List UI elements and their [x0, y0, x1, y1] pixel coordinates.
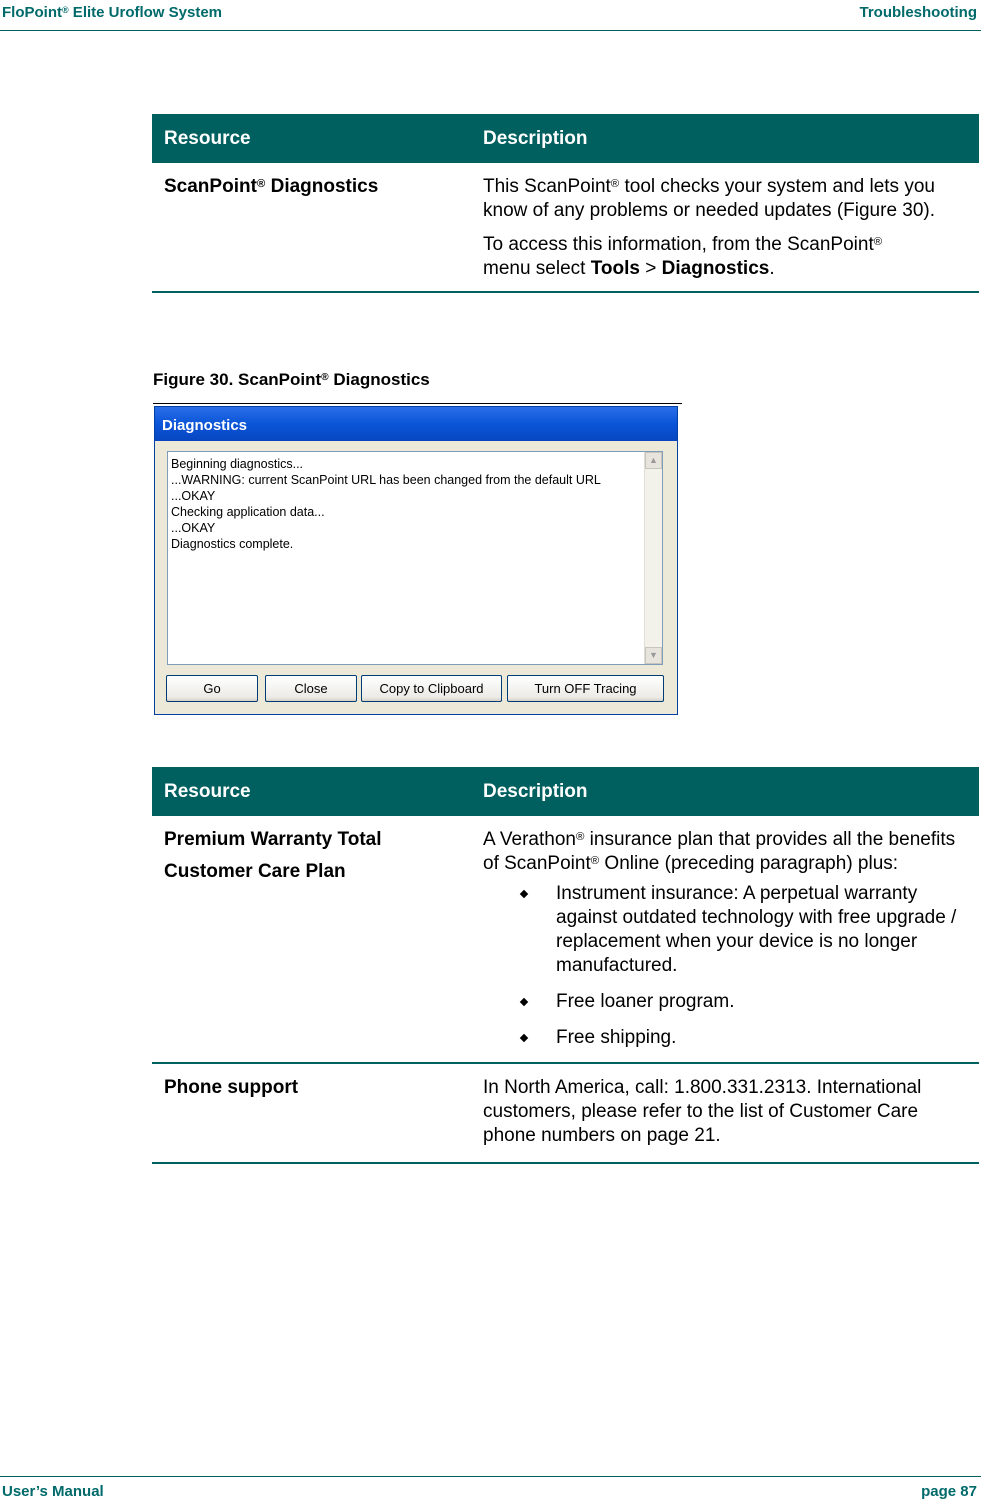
- log-text: Beginning diagnostics... ...WARNING: current ScanPoint URL has been changed from the default URL ...OKAY Checking application data... ...OKAY Diagnostics complete.: [171, 457, 601, 551]
- header-product: FloPoint® Elite Uroflow System: [2, 4, 223, 21]
- diagnostics-log[interactable]: [167, 451, 663, 665]
- resource-name: Premium Warranty Total Customer Care Plan: [152, 816, 471, 1063]
- benefit-list: [483, 882, 963, 1050]
- list-item: Free shipping.: [556, 1026, 963, 1050]
- header-section: Troubleshooting: [859, 4, 977, 21]
- close-button[interactable]: Close: [265, 675, 357, 702]
- diagnostics-dialog: [154, 406, 678, 715]
- scroll-down-icon[interactable]: ▼: [645, 647, 662, 664]
- figure-caption: Figure 30. ScanPoint® Diagnostics: [153, 370, 430, 389]
- figure-rule: [153, 403, 682, 404]
- table-row: [152, 1063, 979, 1163]
- resource-name: Phone support: [152, 1063, 471, 1163]
- resource-name: ScanPoint® Diagnostics: [152, 163, 471, 292]
- copy-to-clipboard-button[interactable]: Copy to Clipboard: [361, 675, 502, 702]
- table-header: [152, 114, 979, 163]
- col-description: Description: [471, 767, 979, 816]
- footer-manual: User’s Manual: [2, 1483, 104, 1500]
- list-item: Instrument insurance: A perpetual warranty against outdated technology with free upgrade / replacement when your device is no longer manufactured.: [556, 882, 963, 978]
- resource-description: In North America, call: 1.800.331.2313. International customers, please refer to the list of Customer Care phone numbers on page 21.: [471, 1063, 979, 1163]
- page-header: [0, 0, 981, 31]
- turn-off-tracing-button[interactable]: Turn OFF Tracing: [507, 675, 664, 702]
- col-resource: Resource: [152, 767, 471, 816]
- scroll-up-icon[interactable]: ▲: [645, 452, 662, 469]
- table-header: [152, 767, 979, 816]
- col-resource: Resource: [152, 114, 471, 163]
- page-number: page 87: [921, 1483, 977, 1500]
- go-button[interactable]: Go: [166, 675, 258, 702]
- dialog-title: Diagnostics: [155, 407, 677, 441]
- resource-table-1: [152, 114, 979, 293]
- list-item: Free loaner program.: [556, 990, 963, 1014]
- log-scrollbar[interactable]: [644, 452, 662, 664]
- page-footer: [0, 1476, 981, 1502]
- resource-description: This ScanPoint® tool checks your system and lets you know of any problems or needed updates (Figure 30). To access this information, from the ScanPoint® menu select Tools > Diagnostics.: [471, 163, 979, 292]
- resource-description: A Verathon® insurance plan that provides all the benefits of ScanPoint® Online (preceding paragraph) plus: Instrument insurance: A perpetual warranty against outdated technology with free upgrade / replacement when your device is no longer manufactured. Free loaner program. Free shipping.: [471, 816, 979, 1063]
- table-row: [152, 163, 979, 292]
- col-description: Description: [471, 114, 979, 163]
- table-row: [152, 816, 979, 1063]
- resource-table-2: [152, 767, 979, 1164]
